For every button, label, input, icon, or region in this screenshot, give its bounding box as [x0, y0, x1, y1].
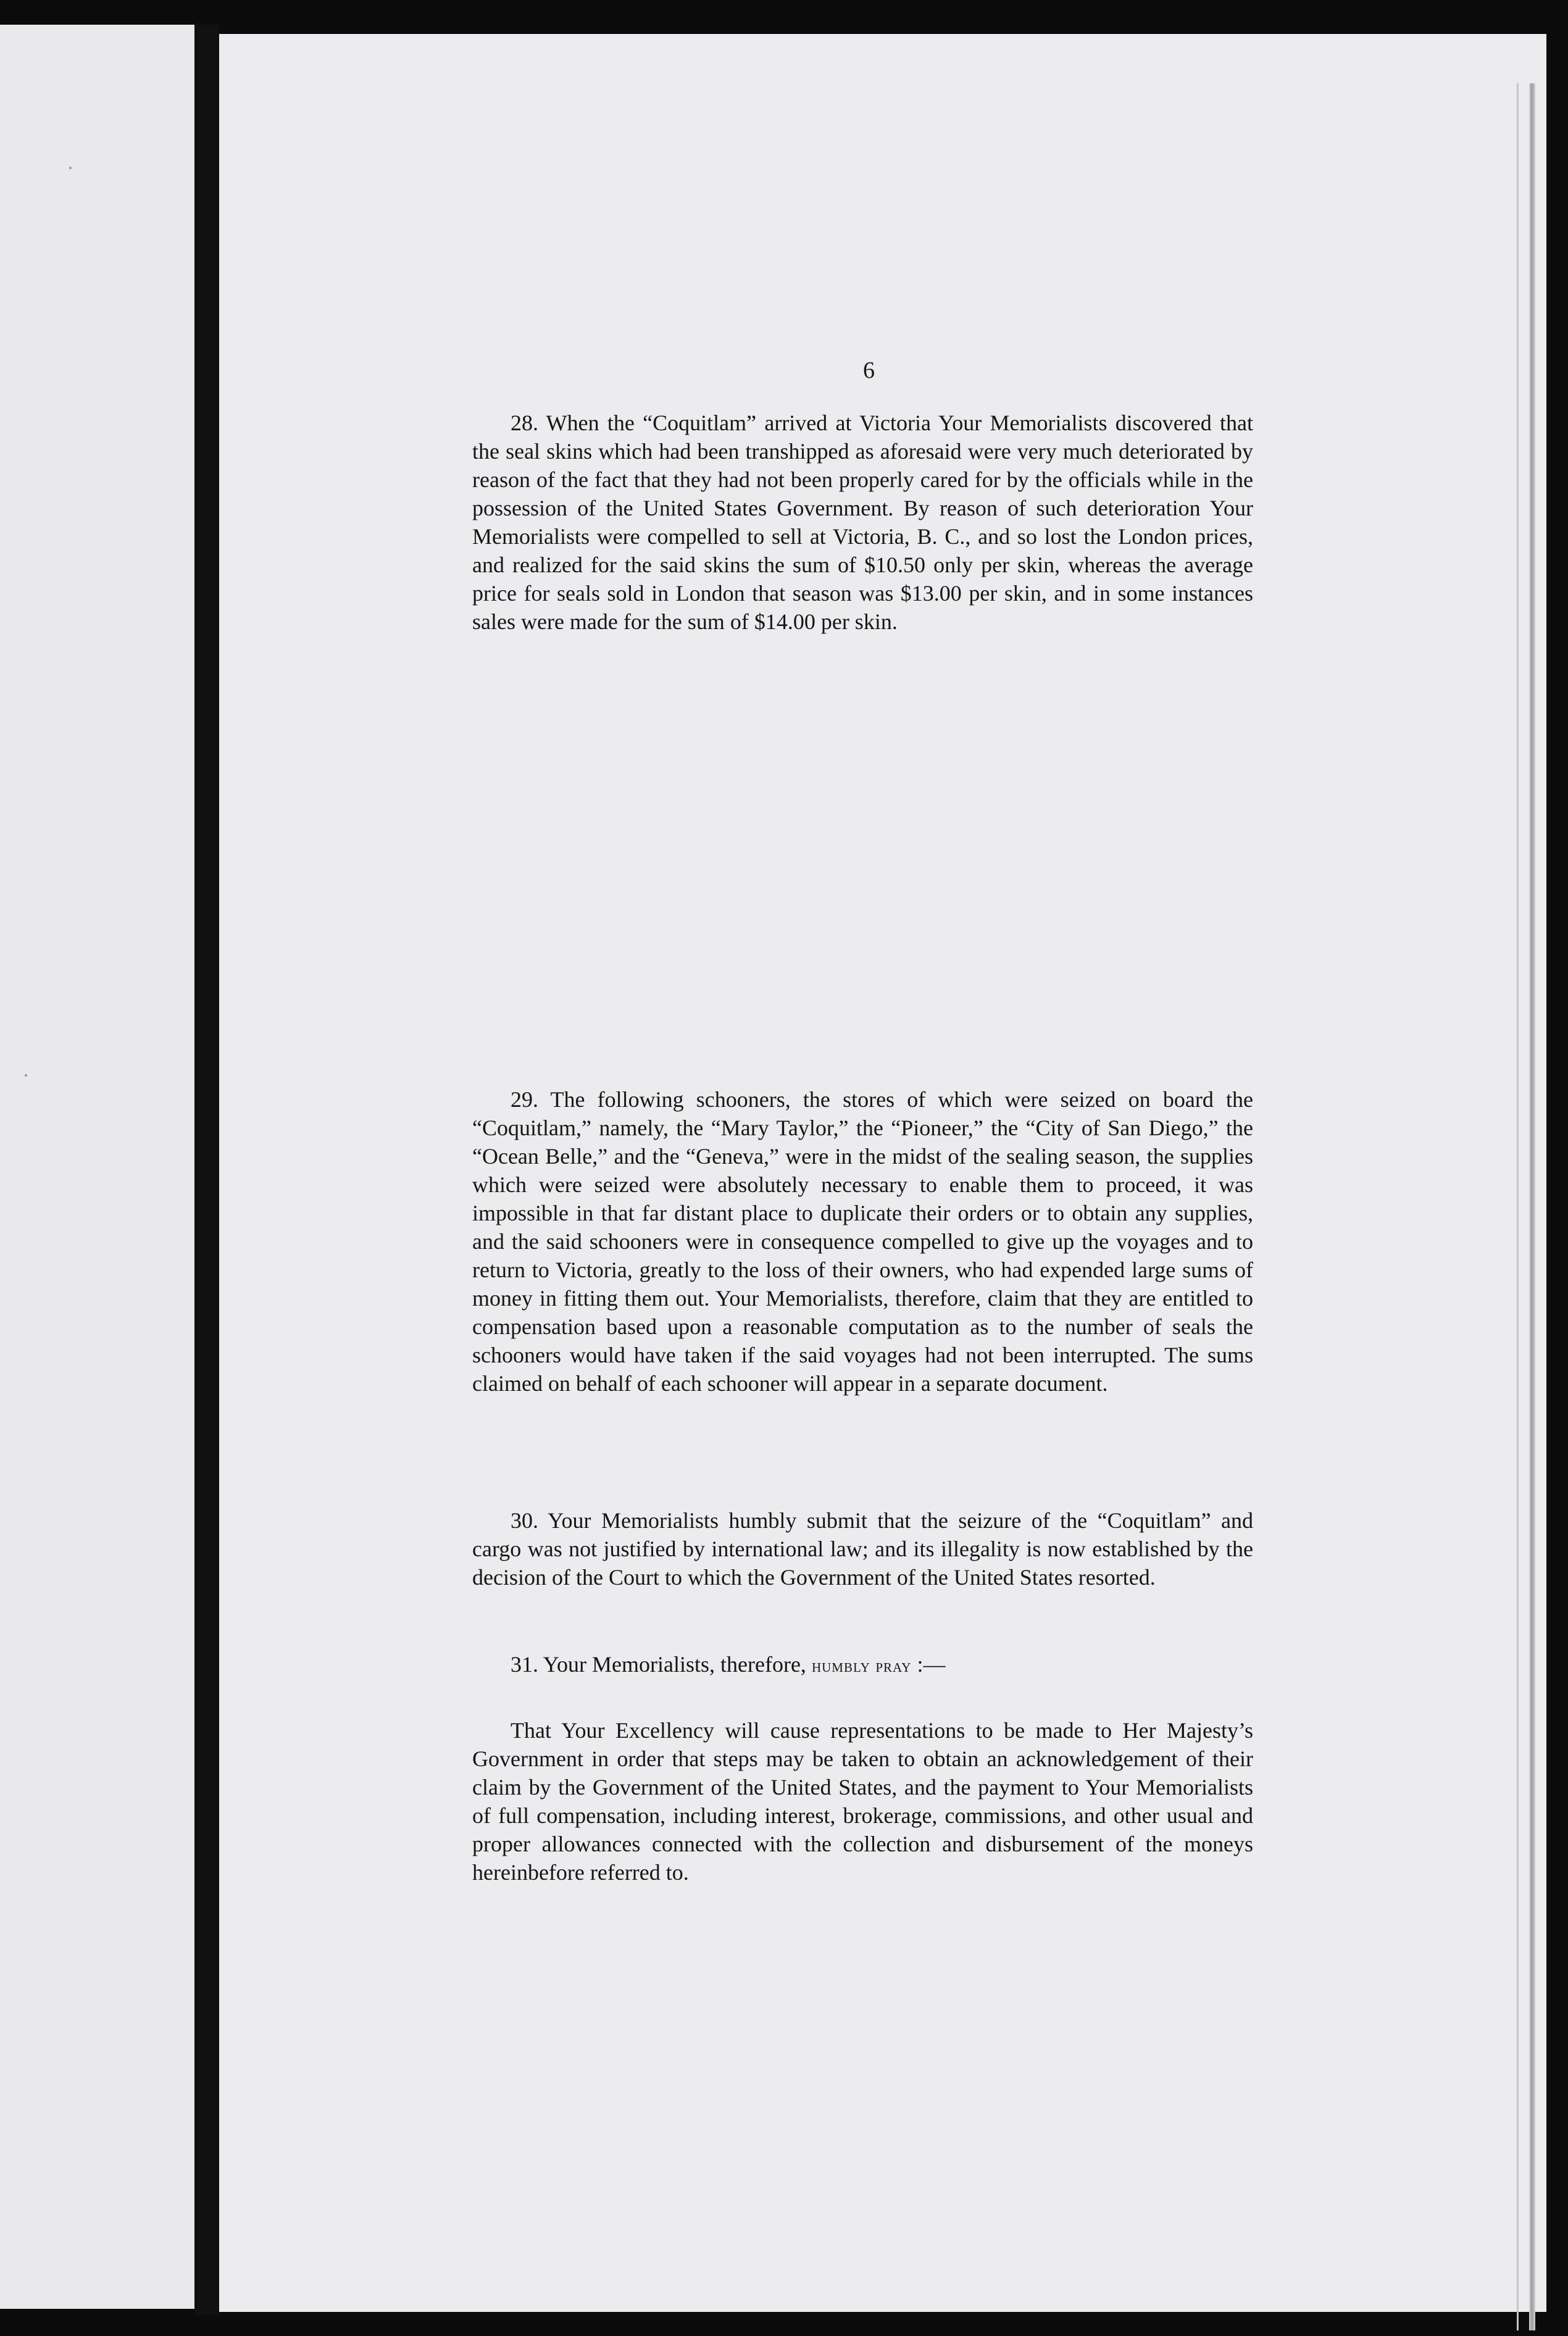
paragraph-31-lead: 31. Your Memorialists, therefore, — [511, 1652, 806, 1677]
page-edge — [1529, 83, 1535, 2330]
paper-speck — [69, 167, 72, 169]
page-number: 6 — [863, 357, 875, 383]
book-spine — [194, 25, 219, 2315]
paragraph-31-tail: :— — [917, 1652, 946, 1677]
paper-speck — [25, 1074, 27, 1077]
page-edge — [1517, 83, 1519, 2330]
paragraph-31 — [472, 1650, 1253, 1680]
paragraph-28: 28. When the “Coquitlam” arrived at Victoria Your Memorialists discovered that the seal skins which had been transhipped as aforesaid were very much deteriorated by reason of the fact that they had not been properly cared for by the officials while in the possession of the United States Government. By reason of such deterioration Your Memorialists were compelled to sell at Victoria, B. C., and so lost the London prices, and realized for the said skins the sum of $10.50 only per skin, whereas the average price for seals sold in London that season was $13.00 per skin, and in some instances sales were made for the sum of $14.00 per skin. — [472, 411, 1253, 634]
paragraph-31-caps: humbly pray — [811, 1656, 912, 1676]
facing-page — [0, 25, 194, 2309]
paragraph-30: 30. Your Memorialists humbly submit that the seizure of the “Coquitlam” and cargo was not justified by international law; and its illegality is now established by the decision of the Court to which the Government of the United States resorted. — [472, 1508, 1253, 1590]
prayer-paragraph: That Your Excellency will cause representations to be made to Her Majesty’s Government in order that steps may be taken to obtain an acknowledgement of their claim by the Government of the United States, and the payment to Your Memorialists of full compensation, including interest, brokerage, commissions, and other usual and proper allowances connected with the collection and disbursement of the moneys hereinbefore referred to. — [472, 1718, 1253, 1885]
paragraph-29: 29. The following schooners, the stores of which were seized on board the “Coquitlam,” namely, the “Mary Taylor,” the “Pioneer,” the “City of San Diego,” the “Ocean Belle,” and the “Geneva,” were in the midst of the sealing season, the supplies which were seized were absolutely necessary to enable them to proceed, it was impossible in that far distant place to duplicate their orders or to obtain any supplies, and the said schooners were in consequence compelled to give up the voyages and to return to Victoria, greatly to the loss of their owners, who had expended large sums of money in fitting them out. Your Memorialists, therefore, claim that they are entitled to compensation based upon a reasonable computation as to the number of seals the schooners would have taken if the said voyages had not been interrupted. The sums claimed on behalf of each schooner will appear in a separate document. — [472, 1087, 1253, 1396]
